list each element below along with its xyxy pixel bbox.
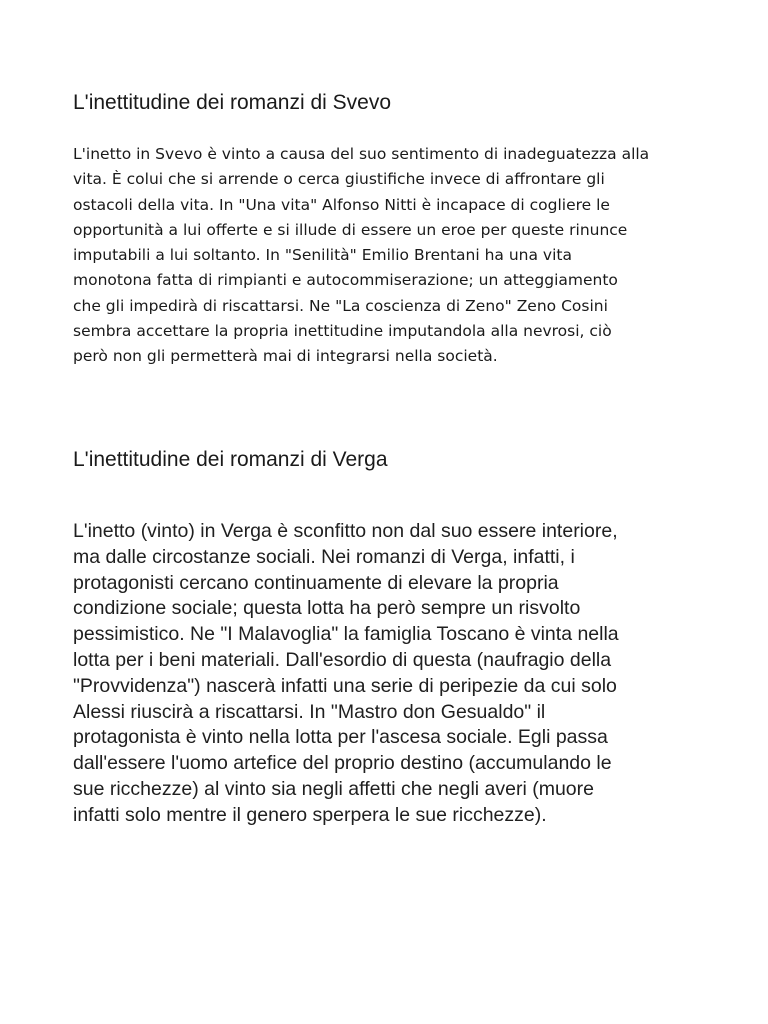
- text-line: dall'essere l'uomo artefice del proprio destino (accumulando le: [73, 752, 612, 775]
- text-line: imputabili a lui soltanto. In "Senilità" Emilio Brentani ha una vita: [73, 246, 572, 265]
- text-line: vita. È colui che si arrende o cerca giustifiche invece di affrontare gli: [73, 170, 605, 189]
- text-line: L'inetto (vinto) in Verga è sconfitto non dal suo essere interiore,: [73, 520, 618, 542]
- text-line: Alessi riuscirà a riscattarsi. In "Mastro don Gesualdo" il: [73, 700, 546, 723]
- text-line: monotona fatta di rimpianti e autocommiserazione; un atteggiamento: [73, 271, 618, 290]
- text-line: "Provvidenza") nascerà infatti una serie di peripezie da cui solo: [73, 674, 617, 697]
- text-line: opportunità a lui offerte e si illude di essere un eroe per queste rinunce: [73, 220, 628, 239]
- section-paragraph-verga: [73, 519, 703, 829]
- text-line: condizione sociale; questa lotta ha però sempre un risvolto: [73, 597, 581, 620]
- text-line: protagonisti cercano continuamente di elevare la propria: [73, 571, 559, 594]
- text-line: che gli impedirà di riscattarsi. Ne "La coscienza di Zeno" Zeno Cosini: [73, 296, 608, 315]
- text-line: ostacoli della vita. In "Una vita" Alfonso Nitti è incapace di cogliere le: [73, 195, 610, 214]
- text-line: L'inetto in Svevo è vinto a causa del suo sentimento di inadeguatezza alla: [73, 145, 650, 163]
- text-line: però non gli permetterà mai di integrarsi nella società.: [73, 347, 498, 366]
- text-line: ma dalle circostanze sociali. Nei romanzi di Verga, infatti, i: [73, 545, 575, 568]
- section-paragraph-svevo: [73, 142, 703, 370]
- text-line: protagonista è vinto nella lotta per l'ascesa sociale. Egli passa: [73, 726, 608, 749]
- section-heading-verga: L'inettitudine dei romanzi di Verga: [73, 448, 388, 471]
- text-line: infatti solo mentre il genero sperpera le sue ricchezze).: [73, 803, 547, 826]
- text-line: lotta per i beni materiali. Dall'esordio di questa (naufragio della: [73, 648, 612, 671]
- text-line: sue ricchezze) al vinto sia negli affetti che negli averi (muore: [73, 777, 594, 800]
- section-heading-svevo: L'inettitudine dei romanzi di Svevo: [73, 91, 392, 114]
- text-line: pessimistico. Ne "I Malavoglia" la famiglia Toscano è vinta nella: [73, 623, 619, 646]
- text-line: sembra accettare la propria inettitudine imputandola alla nevrosi, ciò: [73, 322, 612, 341]
